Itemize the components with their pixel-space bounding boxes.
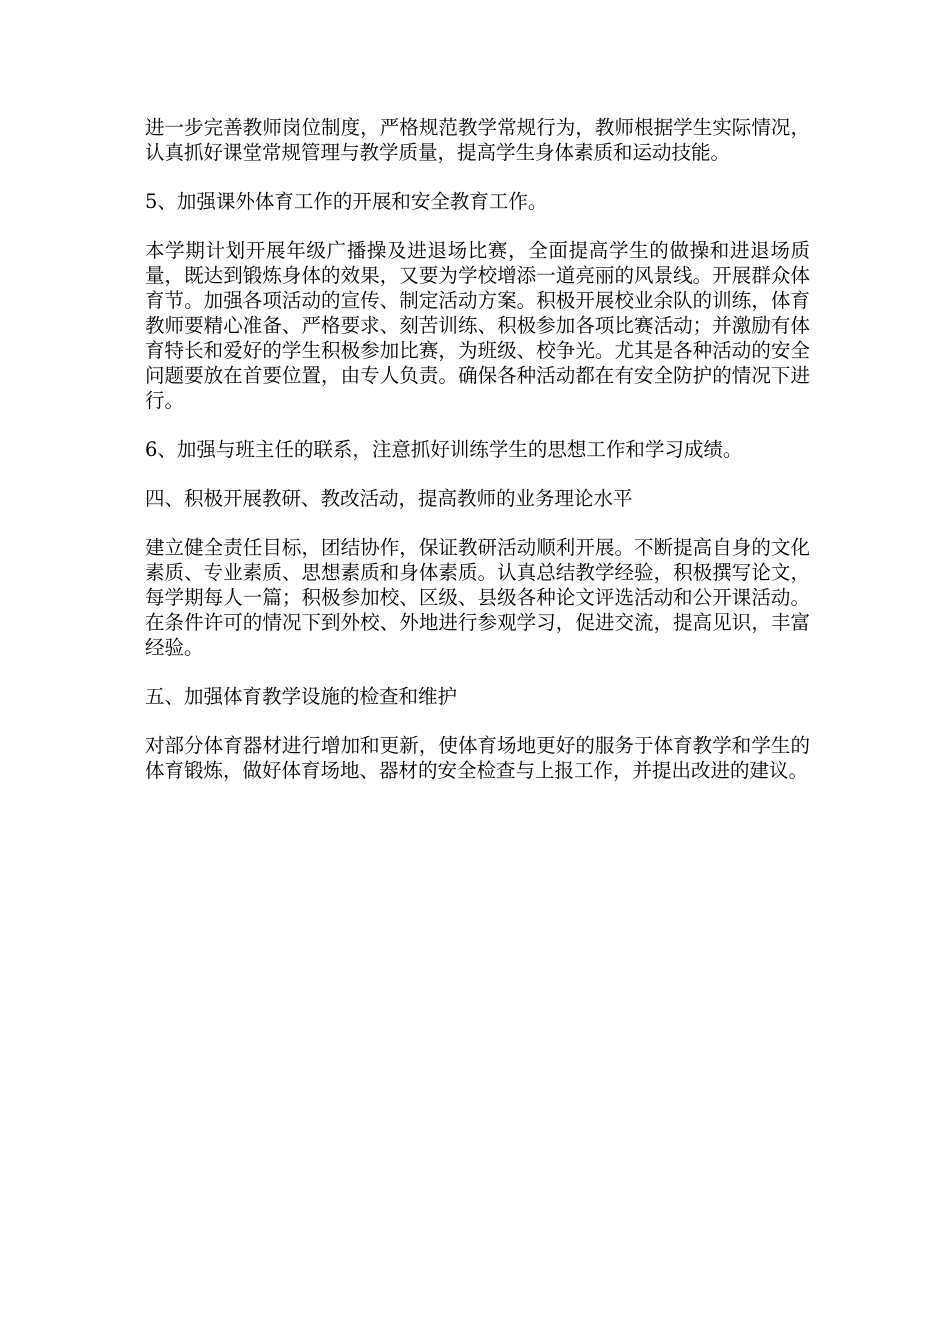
paragraph-semester-plan: 本学期计划开展年级广播操及进退场比赛，全面提高学生的做操和进退场质量，既达到锻炼身体的效果，又要为学校增添一道亮丽的风景线。开展群众体育节。加强各项活动的宣传、制定活动方案。积极开展校业余队的训练，体育教师要精心准备、严格要求、刻苦训练、积极参加各项比赛活动；并激励有体育特长和爱好的学生积极参加比赛，为班级、校争光。尤其是各种活动的安全问题要放在首要位置，由专人负责。确保各种活动都在有安全防护的情况下进行。 [145,239,810,412]
paragraph-teacher-post-system: 进一步完善教师岗位制度，严格规范教学常规行为，教师根据学生实际情况，认真抓好课堂常规管理与教学质量，提高学生身体素质和运动技能。 [145,116,810,164]
heading-teaching-research: 四、积极开展教研、教改活动，提高教师的业务理论水平 [145,487,633,510]
heading-class-teacher-contact: 6、加强与班主任的联系，注意抓好训练学生的思想工作和学习成绩。 [145,438,743,461]
document-page [145,115,810,807]
paragraph-responsibility-goals: 建立健全责任目标，团结协作，保证教研活动顺利开展。不断提高自身的文化素质、专业素质、思想素质和身体素质。认真总结教学经验，积极撰写论文，每学期每人一篇；积极参加校、区级、县级各种论文评选活动和公开课活动。在条件许可的情况下到外校、外地进行参观学习，促进交流，提高见识，丰富经验。 [145,536,810,659]
paragraph-equipment-update: 对部分体育器材进行增加和更新，使体育场地更好的服务于体育教学和学生的体育锻炼，做好体育场地、器材的安全检查与上报工作，并提出改进的建议。 [145,734,810,782]
heading-extracurricular-safety: 5、加强课外体育工作的开展和安全教育工作。 [145,190,548,213]
heading-facility-maintenance: 五、加强体育教学设施的检查和维护 [145,685,458,708]
